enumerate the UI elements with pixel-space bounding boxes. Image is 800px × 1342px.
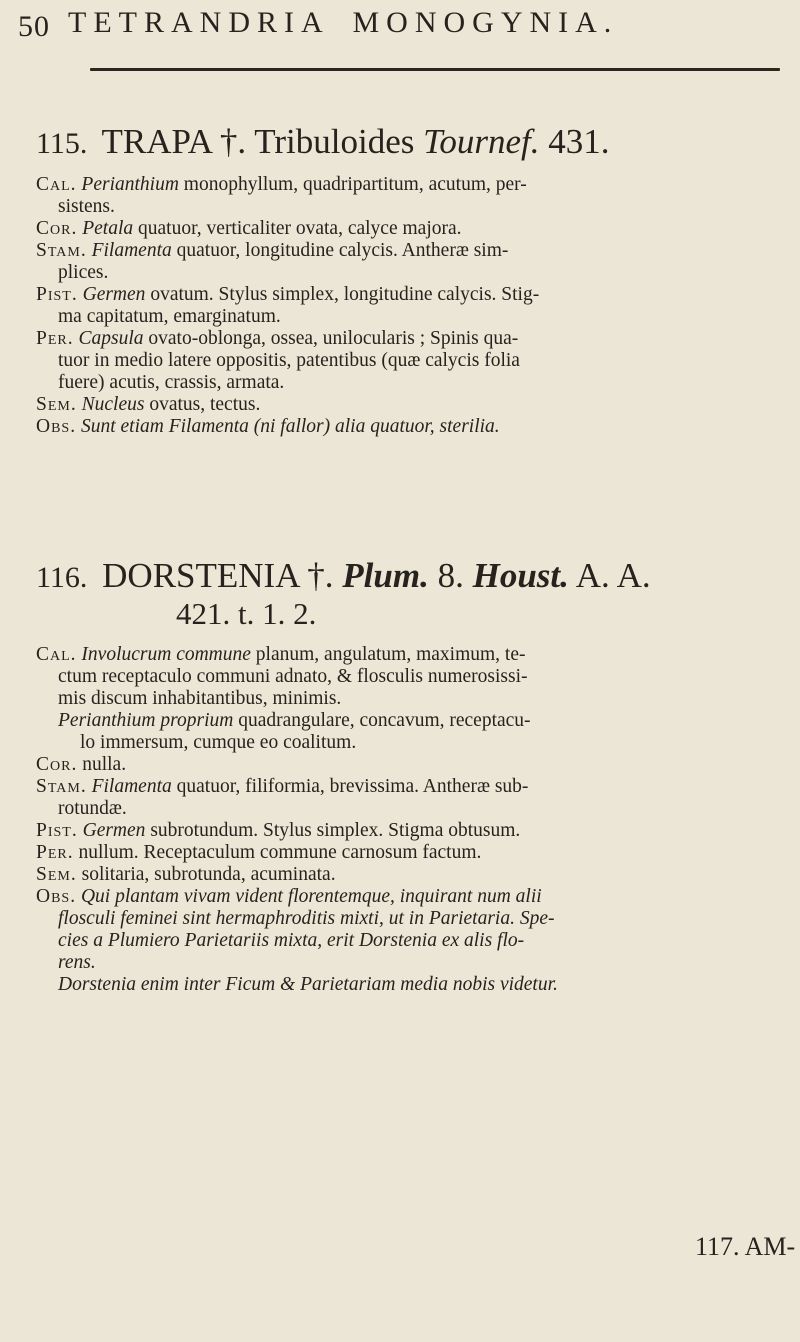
genus-reference-b: A. A. bbox=[575, 556, 651, 595]
entry-stamina bbox=[36, 240, 776, 284]
entry-key: Pist. bbox=[36, 820, 78, 841]
running-title: TETRANDRIA MONOGYNIA. bbox=[68, 6, 619, 39]
entry-term: Nucleus bbox=[81, 394, 145, 415]
genus-dorstenia bbox=[36, 556, 776, 996]
genus-authority: Tournef. bbox=[423, 122, 540, 161]
entry-text: Dorstenia enim inter Ficum & Parietariam media nobis videtur. bbox=[58, 974, 558, 995]
entry-term: Involucrum commune bbox=[81, 644, 251, 665]
entry-text: quatuor, filiformia, brevissima. Antheræ sub- rotundæ. bbox=[58, 776, 529, 819]
entry-corolla bbox=[36, 754, 776, 776]
entry-key: Pist. bbox=[36, 284, 78, 305]
entry-term: Filamenta bbox=[91, 240, 172, 261]
entry-term: Petala bbox=[82, 218, 134, 239]
entry-text: quadrangulare, concavum, receptacu- lo immersum, cumque eo coalitum. bbox=[80, 710, 531, 753]
entry-term: Perianthium bbox=[81, 174, 179, 195]
entry-text: nullum. Receptaculum commune carnosum factum. bbox=[73, 842, 482, 863]
entry-key: Cal. bbox=[36, 644, 77, 665]
dagger-mark: †. bbox=[219, 122, 247, 161]
entry-key: Per. bbox=[36, 842, 74, 863]
entry-calyx bbox=[36, 644, 776, 710]
genus-trapa bbox=[36, 122, 776, 438]
entry-key: Per. bbox=[36, 328, 74, 349]
entry-key: Stam. bbox=[36, 776, 87, 797]
entry-key: Cor. bbox=[36, 754, 78, 775]
page-number: 50 bbox=[18, 10, 50, 43]
entry-pericarpium bbox=[36, 842, 776, 864]
entry-text: subrotundum. Stylus simplex. Stigma obtusum. bbox=[145, 820, 521, 841]
genus-synonym: Tribuloides bbox=[254, 122, 415, 161]
entry-pistillum bbox=[36, 820, 776, 842]
entry-stamina bbox=[36, 776, 776, 820]
header-rule bbox=[90, 68, 780, 71]
entry-text: solitaria, subrotunda, acuminata. bbox=[76, 864, 336, 885]
entry-pistillum bbox=[36, 284, 776, 328]
entry-key: Cal. bbox=[36, 174, 77, 195]
genus-reference: 431. bbox=[548, 122, 610, 161]
entry-calyx-proprium bbox=[36, 710, 776, 754]
genus-synonym: Plum. bbox=[342, 556, 429, 595]
entry-text: nulla. bbox=[77, 754, 127, 775]
entry-pericarpium bbox=[36, 328, 776, 394]
genus-authority: Houst. bbox=[472, 556, 569, 595]
entry-key: Sem. bbox=[36, 864, 77, 885]
entry-text: ovatus, tectus. bbox=[144, 394, 261, 415]
entry-key: Obs. bbox=[36, 416, 77, 437]
entry-text: Qui plantam vivam vident florentemque, inquirant num alii flosculi feminei sint hermaphroditis mixti, ut in Parietaria. Spe- cies a Plumiero Parietariis mixta, erit Dorstenia ex alis flo- rens. bbox=[58, 886, 555, 973]
entry-term: Filamenta bbox=[91, 776, 172, 797]
genus-number: 116. bbox=[36, 561, 88, 594]
entry-calyx bbox=[36, 174, 776, 218]
entry-text: monophyllum, quadripartitum, acutum, per- sistens. bbox=[58, 174, 527, 217]
genus-reference: 8. bbox=[437, 556, 464, 595]
entry-text: planum, angulatum, maximum, te- ctum receptaculo communi adnato, & flosculis numerosissi- mis discum inhabitantibus, minimis. bbox=[58, 644, 528, 709]
genus-number: 115. bbox=[36, 127, 88, 160]
entry-key: Obs. bbox=[36, 886, 77, 907]
genus-reference-line: 421. t. 1. 2. bbox=[176, 596, 317, 631]
entry-term: Germen bbox=[82, 284, 146, 305]
entry-text: quatuor, verticaliter ovata, calyce majora. bbox=[133, 218, 462, 239]
entry-observatio bbox=[36, 416, 776, 438]
genus-name: DORSTENIA bbox=[102, 556, 299, 595]
entry-term: Perianthium proprium bbox=[58, 710, 234, 731]
entry-corolla bbox=[36, 218, 776, 240]
dagger-mark: †. bbox=[307, 556, 334, 595]
entry-observatio-note bbox=[36, 974, 776, 996]
genus-name: TRAPA bbox=[101, 122, 212, 161]
genus-heading bbox=[36, 122, 776, 162]
entry-text: ovato-oblonga, ossea, unilocularis ; Spinis qua- tuor in medio latere oppositis, patentibus (quæ calycis folia fuere) acutis, crassis, armata. bbox=[58, 328, 520, 393]
catchword: 117. AM- bbox=[695, 1232, 796, 1261]
entry-key: Sem. bbox=[36, 394, 77, 415]
entry-term: Germen bbox=[82, 820, 146, 841]
entry-semen bbox=[36, 394, 776, 416]
entry-key: Cor. bbox=[36, 218, 78, 239]
entry-observatio bbox=[36, 886, 776, 974]
entry-text: Sunt etiam Filamenta (ni fallor) alia quatuor, sterilia. bbox=[76, 416, 500, 437]
entry-text: quatuor, longitudine calycis. Antheræ sim- plices. bbox=[58, 240, 509, 283]
genus-heading bbox=[36, 556, 776, 596]
entry-key: Stam. bbox=[36, 240, 87, 261]
entry-semen bbox=[36, 864, 776, 886]
entry-term: Capsula bbox=[78, 328, 144, 349]
entry-text: ovatum. Stylus simplex, longitudine calycis. Stig- ma capitatum, emarginatum. bbox=[58, 284, 540, 327]
